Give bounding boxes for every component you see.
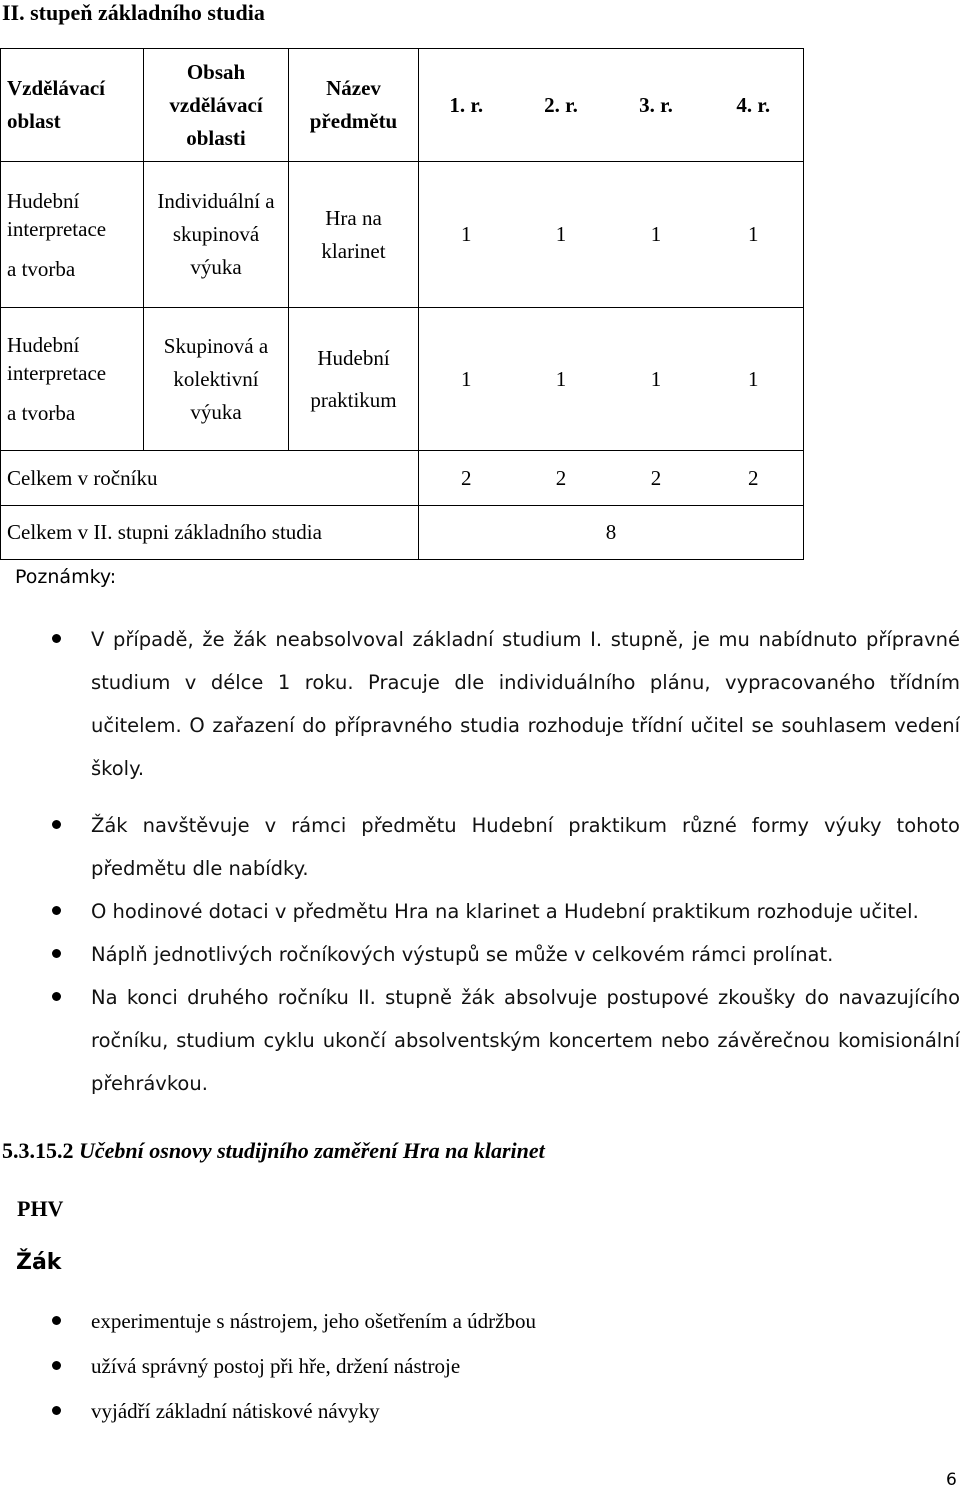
total-stage-label: Celkem v II. stupni základního studia	[1, 506, 419, 560]
row2-oblast-line1: Hudební	[7, 333, 80, 357]
row2-oblast-line3: a tvorba	[7, 401, 76, 425]
row1-oblast-line2: interpretace	[7, 216, 107, 241]
section-number: 5.3.15.2	[2, 1138, 74, 1163]
table-row	[1, 308, 804, 451]
row1-nazev: Hra na klarinet	[289, 162, 419, 308]
skills-list	[60, 1299, 940, 1434]
row1-year-1: 1	[419, 162, 514, 308]
skill-item: experimentuje s nástrojem, jeho ošetřením a údržbou	[60, 1299, 940, 1344]
note-item: Na konci druhého ročníku II. stupně žák absolvuje postupové zkoušky do navazujícího ročníku, studium cyklu ukončí absolventským koncertem nebo závěrečnou komisionální přehrávkou.	[60, 976, 960, 1105]
row1-year-4: 1	[704, 162, 804, 308]
header-oblast: Vzdělávací oblast	[1, 49, 144, 162]
row1-oblast-line1: Hudební	[7, 188, 80, 213]
header-year-3: 3. r.	[609, 49, 704, 162]
note-item: Náplň jednotlivých ročníkových výstupů se může v celkovém rámci prolínat.	[60, 933, 960, 976]
total-year-1: 2	[419, 451, 514, 506]
skill-item: vyjádří základní nátiskové návyky	[60, 1389, 940, 1434]
row2-year-2: 1	[514, 308, 609, 451]
header-nazev: Název předmětu	[289, 49, 419, 162]
row2-nazev	[289, 308, 419, 451]
total-year-3: 2	[609, 451, 704, 506]
row2-year-1: 1	[419, 308, 514, 451]
section-heading	[2, 1138, 545, 1164]
row1-oblast-line3: a tvorba	[7, 256, 76, 281]
row2-year-4: 1	[704, 308, 804, 451]
zak-heading: Žák	[16, 1250, 62, 1275]
total-year-4: 2	[704, 451, 804, 506]
note-item: O hodinové dotaci v předmětu Hra na klarinet a Hudební praktikum rozhoduje učitel.	[60, 890, 960, 933]
page-number: 6	[946, 1470, 957, 1490]
total-year-2: 2	[514, 451, 609, 506]
total-stage-value: 8	[419, 506, 804, 560]
row2-year-3: 1	[609, 308, 704, 451]
total-year-label: Celkem v ročníku	[1, 451, 419, 506]
note-item: Žák navštěvuje v rámci předmětu Hudební praktikum různé formy výuky tohoto předmětu dle nabídky.	[60, 804, 960, 890]
row2-nazev-line1: Hudební	[317, 346, 390, 370]
phv-heading: PHV	[17, 1196, 64, 1221]
header-obsah: Obsah vzdělávací oblasti	[144, 49, 289, 162]
row1-obsah: Individuální a skupinová výuka	[144, 162, 289, 308]
stage-heading: II. stupeň základního studia	[2, 0, 265, 25]
notes-list	[60, 618, 960, 1105]
study-plan-table	[0, 48, 804, 560]
header-year-2: 2. r.	[514, 49, 609, 162]
row1-year-3: 1	[609, 162, 704, 308]
total-stage-row	[1, 506, 804, 560]
row2-obsah: Skupinová a kolektivní výuka	[144, 308, 289, 451]
skill-item: užívá správný postoj při hře, držení nástroje	[60, 1344, 940, 1389]
row2-oblast	[1, 308, 144, 451]
header-year-4: 4. r.	[704, 49, 804, 162]
notes-label: Poznámky:	[15, 566, 117, 588]
row2-nazev-line2: praktikum	[310, 388, 397, 412]
note-item: V případě, že žák neabsolvoval základní studium I. stupně, je mu nabídnuto přípravné studium v délce 1 roku. Pracuje dle individuálního plánu, vypracovaného třídním učitelem. O zařazení do přípravného studia rozhoduje třídní učitel se souhlasem vedení školy.	[60, 618, 960, 790]
row2-oblast-line2: interpretace	[7, 361, 107, 385]
row1-oblast	[1, 162, 144, 308]
header-year-1: 1. r.	[419, 49, 514, 162]
row1-year-2: 1	[514, 162, 609, 308]
section-title: Učební osnovy studijního zaměření Hra na klarinet	[79, 1138, 545, 1163]
table-row	[1, 162, 804, 308]
table-header-row	[1, 49, 804, 162]
total-year-row	[1, 451, 804, 506]
